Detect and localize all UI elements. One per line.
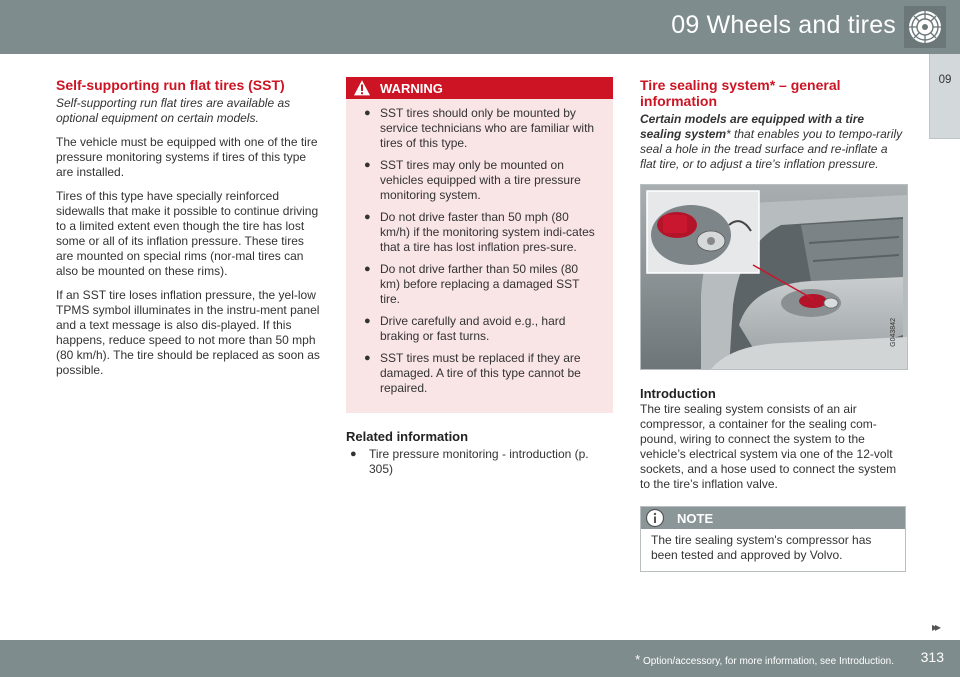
info-icon <box>645 508 665 528</box>
note-header <box>641 507 905 529</box>
warning-item: ● Do not drive faster than 50 mph (80 km/h) if the monitoring system indi-cates that a tire has lost inflation pres-sure. <box>364 210 595 254</box>
warning-item: ● SST tires must be replaced if they are damaged. A tire of this type cannot be repaired. <box>364 351 581 395</box>
related-info <box>346 429 613 477</box>
warning-header <box>346 77 613 99</box>
warning-title: WARNING <box>380 81 443 96</box>
chapter-title: 09 Wheels and tires <box>671 11 896 39</box>
sst-paragraph: The vehicle must be equipped with one of the tire pressure monitoring systems if tires of this type are installed. <box>56 135 318 179</box>
introduction-heading: Introduction <box>640 386 716 401</box>
side-tab-label: 09 <box>938 74 952 86</box>
related-link[interactable]: ● Tire pressure monitoring - introduction (p. 305) <box>350 447 589 476</box>
warning-item: ● Do not drive farther than 50 miles (80 km) before replacing a damaged SST tire. <box>364 262 580 306</box>
page-header <box>0 0 960 54</box>
tire-sealing-section <box>640 77 906 572</box>
warning-item: ● Drive carefully and avoid e.g., hard braking or fast turns. <box>364 314 566 343</box>
note-text: The tire sealing system's compressor has been tested and approved by Volvo. <box>651 533 872 562</box>
figure-code: G043842 <box>890 318 897 347</box>
related-list <box>346 447 613 477</box>
tire-icon <box>904 6 946 48</box>
warning-list <box>346 99 613 413</box>
tire-sealing-title: Tire sealing system* – general information <box>640 77 841 109</box>
warning-icon <box>352 78 372 98</box>
warning-item: ● SST tires may only be mounted on vehicles equipped with a tire pressure monitoring system. <box>364 158 581 202</box>
warning-item: ● SST tires should only be mounted by service technicians who are familiar with tires of this type. <box>364 106 595 150</box>
introduction-body: The tire sealing system consists of an air compressor, a container for the sealing com-pound, wiring to connect the system to the vehicle’s electrical system via one of the 12-volt sockets, and a hose used to connect the system to the tire’s inflation valve. <box>640 402 897 491</box>
warning-column <box>346 77 613 477</box>
note-box <box>640 506 906 572</box>
sst-paragraph: Tires of this type have specially reinforced sidewalls that make it possible to continue driving to a limited extent even though the tire has lost some or all of its inflation pressure. These tires are mounted on special rims (nor-mal tires can also be mounted on these rims). <box>56 189 319 278</box>
sst-section <box>56 77 322 378</box>
sst-intro: Self-supporting run flat tires are available as optional equipment on certain models. <box>56 96 291 125</box>
next-page-arrows-icon[interactable]: ▸▸ <box>931 620 938 634</box>
note-title: NOTE <box>677 511 714 526</box>
warning-box <box>346 77 613 413</box>
chapter-side-tab[interactable] <box>929 54 960 138</box>
trunk-image <box>641 185 907 369</box>
sst-title: Self-supporting run flat tires (SST) <box>56 77 285 93</box>
page-number: 313 <box>920 649 944 665</box>
footer-note: * Option/accessory, for more information, see Introduction. <box>635 652 894 667</box>
related-title: Related information <box>346 429 469 444</box>
trunk-illustration <box>640 184 908 370</box>
side-tab-divider <box>929 138 960 139</box>
page-footer <box>0 640 960 677</box>
tire-sealing-intro: Certain models are equipped with a tire sealing system* that enables you to tempo-rarily seal a hole in the tread surface and re-inflate a flat tire, or to adjust a tire’s inflation pressure. <box>640 112 903 171</box>
sst-paragraph: If an SST tire loses inflation pressure, the yel-low TPMS symbol illuminates in the instru-ment panel and a text message is also dis-played. If this happens, reduce speed to not more than 50 mph (80 km/h). The tire should be replaced as soon as possible. <box>56 288 320 377</box>
